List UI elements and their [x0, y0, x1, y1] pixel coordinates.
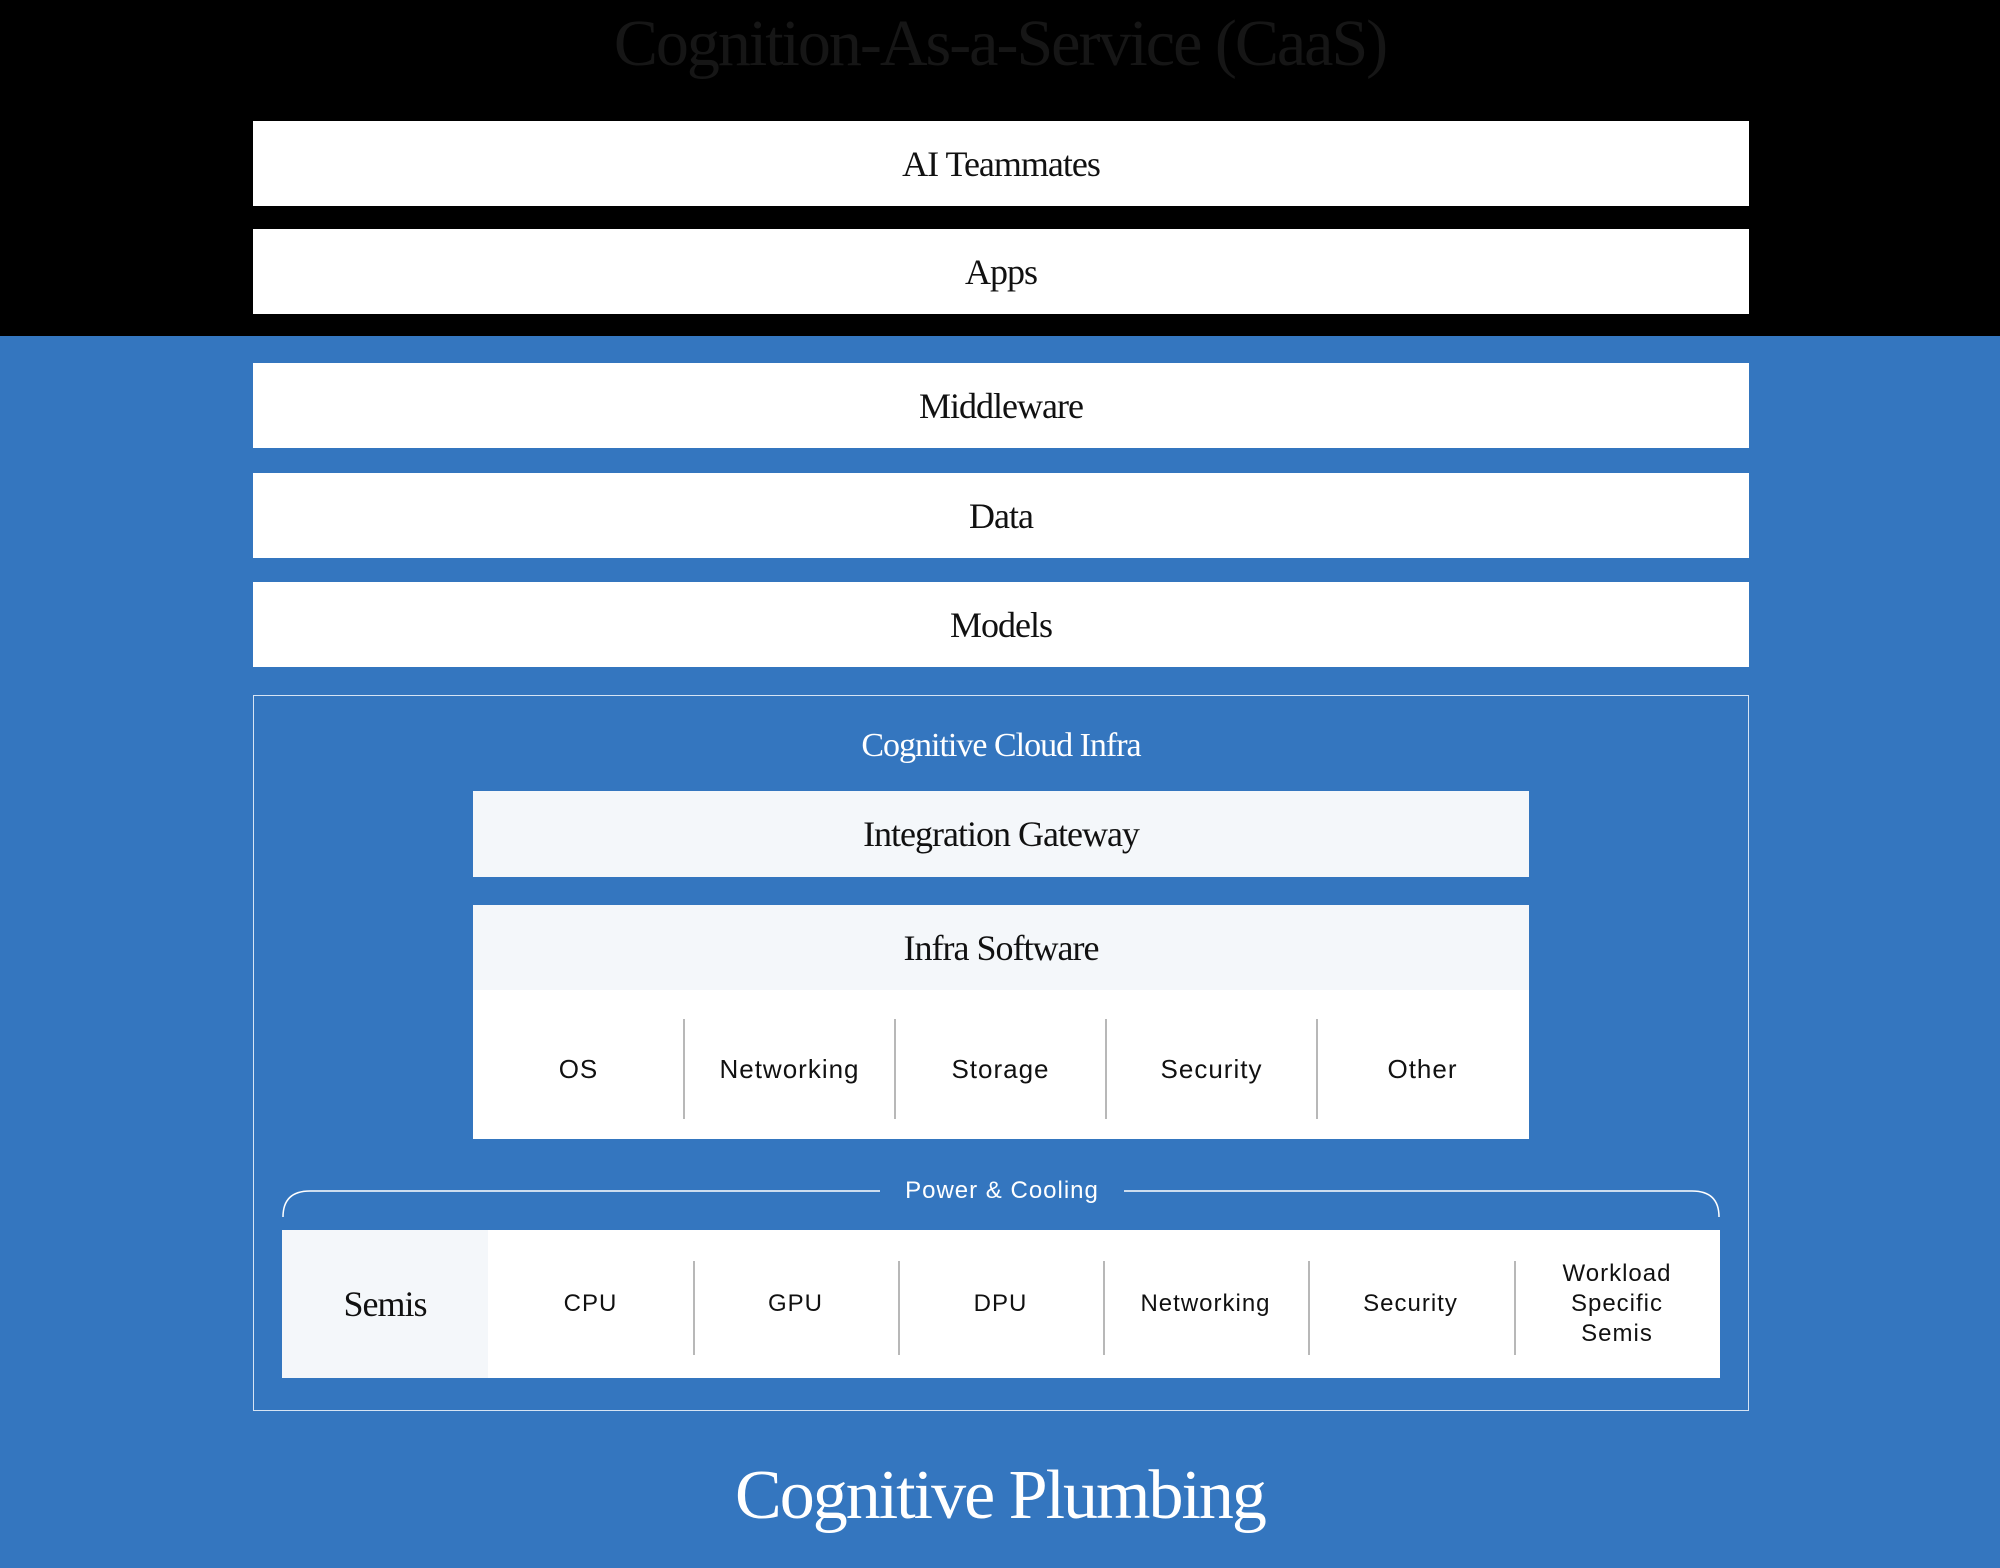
- infra-software-item-networking: Networking: [719, 1053, 860, 1084]
- semis-row: [282, 1230, 1720, 1378]
- semis-item-networking: Networking: [1140, 1290, 1271, 1317]
- layer-middleware: Middleware: [253, 363, 1749, 448]
- infra-software-box: [473, 905, 1529, 1139]
- infra-software-title: Infra Software: [473, 905, 1529, 990]
- power-cooling-label: Power & Cooling: [880, 1176, 1124, 1206]
- semis-item-cpu: CPU: [563, 1290, 618, 1317]
- infra-software-item-other: Other: [1387, 1053, 1458, 1084]
- integration-gateway-box: Integration Gateway: [473, 791, 1529, 877]
- semis-item-workload-specific: Workload Specific Semis: [1562, 1260, 1672, 1347]
- semis-item-security: Security: [1363, 1290, 1458, 1317]
- infra-software-item-os: OS: [558, 1053, 599, 1084]
- semis-item-gpu: GPU: [767, 1290, 823, 1317]
- cognitive-plumbing-title: Cognitive Plumbing: [735, 1457, 1265, 1534]
- semis-item-dpu: DPU: [973, 1290, 1028, 1317]
- cognitive-cloud-infra-title: Cognitive Cloud Infra: [861, 727, 1141, 764]
- infra-software-item-security: Security: [1160, 1053, 1263, 1084]
- layer-data: Data: [253, 473, 1749, 558]
- layer-ai-teammates: AI Teammates: [253, 121, 1749, 206]
- layer-apps: Apps: [253, 229, 1749, 314]
- layer-models: Models: [253, 582, 1749, 667]
- caas-title: Cognition-As-a-Service (CaaS): [613, 7, 1387, 80]
- semis-title: Semis: [282, 1230, 488, 1378]
- infra-software-item-storage: Storage: [951, 1053, 1050, 1084]
